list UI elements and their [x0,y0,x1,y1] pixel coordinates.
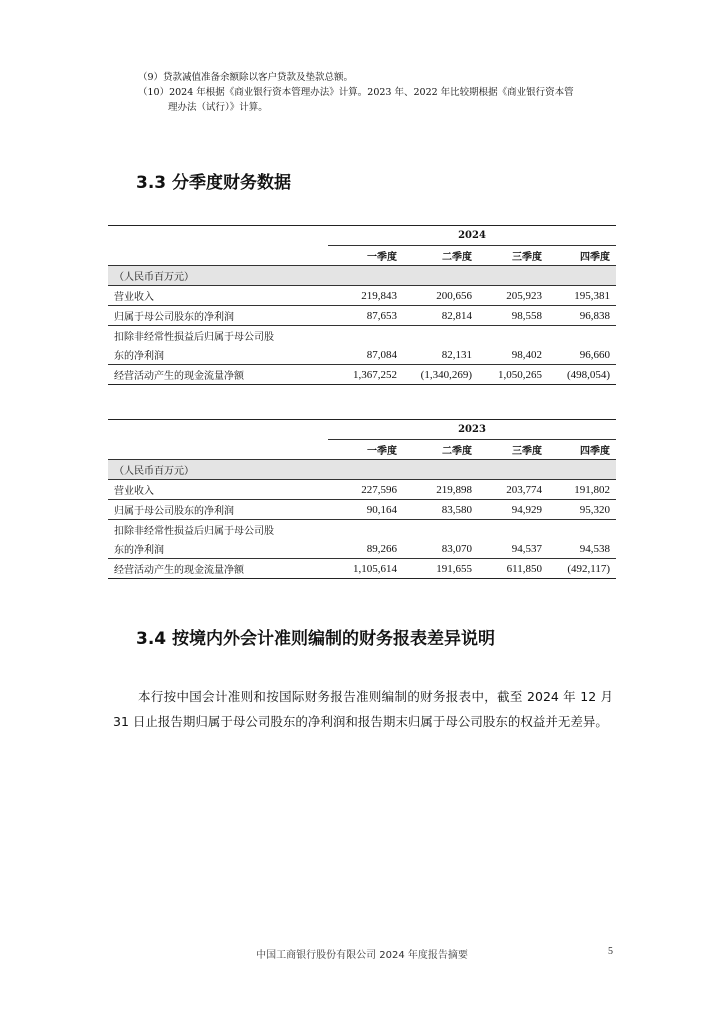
cell-value: 191,655 [403,559,478,579]
table-row [108,306,616,326]
cell-value: 87,653 [328,306,403,326]
row-label: 经营活动产生的现金流量净额 [108,365,328,385]
cell-value: 205,923 [478,286,548,306]
quarter-header-q1: 一季度 [328,246,403,266]
footnote-10-continued: 理办法（试行）》计算。 [168,102,268,113]
quarter-header-q4: 四季度 [548,246,616,266]
quarter-header-q4: 四季度 [548,440,616,460]
footnote-9: （9）贷款减值准备余额除以客户贷款及垫款总额。 [138,72,354,83]
cell-value: 87,084 [328,345,403,365]
table-row [108,559,616,579]
row-label: 经营活动产生的现金流量净额 [108,559,328,579]
unit-label: （人民币百万元） [108,460,328,480]
row-label: 营业收入 [108,480,328,500]
table-row [108,520,616,540]
quarterly-table-2023 [108,419,616,579]
quarter-header-q1: 一季度 [328,440,403,460]
cell-value: 1,367,252 [328,365,403,385]
cell-value: 191,802 [548,480,616,500]
cell-value: (492,117) [548,559,616,579]
cell-value: 611,850 [478,559,548,579]
table-row [108,286,616,306]
quarterly-table-2024 [108,225,616,385]
cell-value: 95,320 [548,500,616,520]
row-label: 归属于母公司股东的净利润 [108,500,328,520]
cell-value: 96,660 [548,345,616,365]
quarter-header-q2: 二季度 [403,246,478,266]
section-3-3-title: 3.3 分季度财务数据 [136,173,292,193]
row-label: 归属于母公司股东的净利润 [108,306,328,326]
cell-value: 83,580 [403,500,478,520]
row-label-line2: 东的净利润 [108,539,328,559]
cell-value: 1,105,614 [328,559,403,579]
cell-value: 94,537 [478,539,548,559]
cell-value: 1,050,265 [478,365,548,385]
cell-value: (498,054) [548,365,616,385]
quarter-header-q2: 二季度 [403,440,478,460]
unit-label: （人民币百万元） [108,266,328,286]
cell-value: 98,558 [478,306,548,326]
row-label-line1: 扣除非经常性损益后归属于母公司股 [114,526,274,537]
table-row [108,345,616,365]
section-3-4-body: 本行按中国会计准则和按国际财务报告准则编制的财务报表中，截至 2024 年 12 月 31 日止报告期归属于母公司股东的净利润和报告期末归属于母公司股东的权益并无差异。 [113,689,613,729]
footnotes [138,70,618,115]
section-3-4-title: 3.4 按境内外会计准则编制的财务报表差异说明 [136,629,496,649]
cell-value: 203,774 [478,480,548,500]
table-row [108,365,616,385]
cell-value: 219,898 [403,480,478,500]
cell-value: 82,131 [403,345,478,365]
cell-value: 96,838 [548,306,616,326]
cell-value: 98,402 [478,345,548,365]
row-label: 营业收入 [108,286,328,306]
footnote-10: （10）2024 年根据《商业银行资本管理办法》计算。2023 年、2022 年比较期根据《商业银行资本管 [138,87,574,98]
quarter-header-q3: 三季度 [478,246,548,266]
cell-value: 94,538 [548,539,616,559]
cell-value: 195,381 [548,286,616,306]
cell-value: 200,656 [403,286,478,306]
quarter-header-q3: 三季度 [478,440,548,460]
cell-value: 219,843 [328,286,403,306]
cell-value: 94,929 [478,500,548,520]
table-row [108,539,616,559]
row-label-line2: 东的净利润 [108,345,328,365]
cell-value: (1,340,269) [403,365,478,385]
cell-value: 90,164 [328,500,403,520]
table-row [108,500,616,520]
page-number: 5 [608,946,613,957]
year-header: 2023 [328,420,616,440]
cell-value: 89,266 [328,539,403,559]
table-row [108,480,616,500]
row-label-line1: 扣除非经常性损益后归属于母公司股 [114,332,274,343]
page-footer: 中国工商银行股份有限公司 2024 年度报告摘要 [256,950,468,961]
cell-value: 82,814 [403,306,478,326]
cell-value: 227,596 [328,480,403,500]
year-header: 2024 [328,226,616,246]
table-row [108,326,616,346]
cell-value: 83,070 [403,539,478,559]
